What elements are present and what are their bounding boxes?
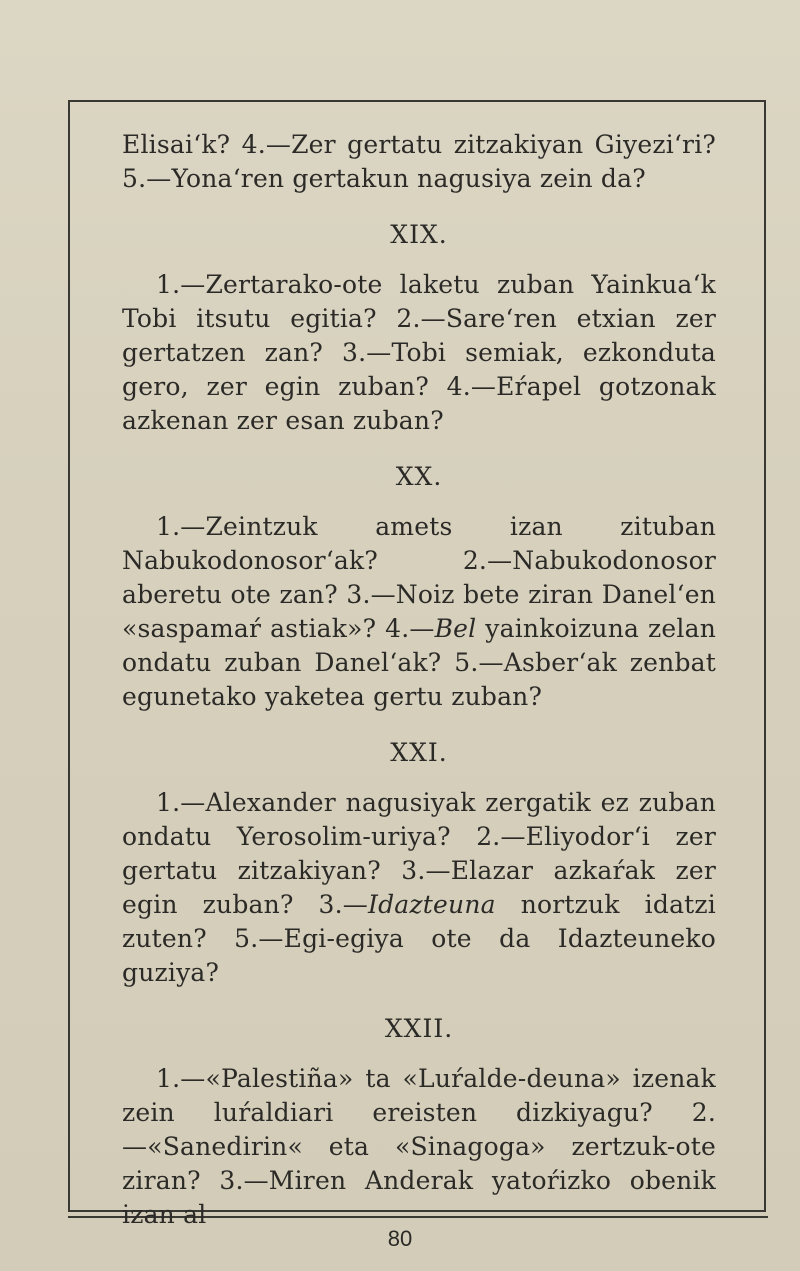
section-heading-xx: XX. — [395, 462, 443, 491]
section-xx-text-b: yainkoizuna zelan ondatu zuban Danel‘ak? 5.—Asber‘ak zenbat egunetako yaketea gertu zuban? — [122, 614, 716, 711]
section-xxi-text-a: 1.—Alexander nagusiyak zergatik ez zuban ondatu Yerosolim-uriya? 2.—Eliyodor‘i zer gertatu zitzakiyan? 3.—Elazar azkaŕak zer egin zuban? 3.— — [122, 788, 716, 919]
section-xxi-italic: Idazteuna — [368, 890, 496, 919]
page-content — [122, 128, 716, 1232]
section-xx-text — [122, 510, 716, 714]
section-xx-text-a: 1.—Zeintzuk amets izan zituban Nabukodonosor‘ak? 2.—Nabukodonosor aberetu ote zan? 3.—Noiz bete ziran Danel‘en «saspamaŕ astiak»? 4.— — [122, 512, 716, 643]
section-xxi-text-b: nortzuk idatzi zuten? 5.—Egi-egiya ote da Idazteuneko guziya? — [122, 890, 716, 987]
intro-paragraph: Elisai‘k? 4.—Zer gertatu zitzakiyan Giyezi‘ri? 5.—Yona‘ren gertakun nagusiya zein da? — [122, 130, 716, 193]
section-xxi-text — [122, 786, 716, 990]
section-heading-xxii: XXII. — [384, 1014, 454, 1043]
section-xx-italic: Bel — [434, 614, 477, 643]
section-heading-xxi: XXI. — [390, 738, 448, 767]
section-xxii-text: 1.—«Palestiña» ta «Luŕalde-deuna» izenak zein luŕaldiari ereisten dizkiyagu? 2.—«Sanedirin« eta «Sinagoga» zertzuk-ote ziran? 3.—Miren Anderak yatoŕizko obenik izan al — [122, 1064, 716, 1229]
section-xix-text: 1.—Zertarako-ote laketu zuban Yainkua‘k Tobi itsutu egitia? 2.—Sare‘ren etxian zer gertatzen zan? 3.—Tobi semiak, ezkonduta gero, zer egin zuban? 4.—Eŕapel gotzonak azkenan zer esan zuban? — [122, 270, 716, 435]
section-heading-xix: XIX. — [390, 220, 448, 249]
page-number: 80 — [387, 1226, 413, 1251]
